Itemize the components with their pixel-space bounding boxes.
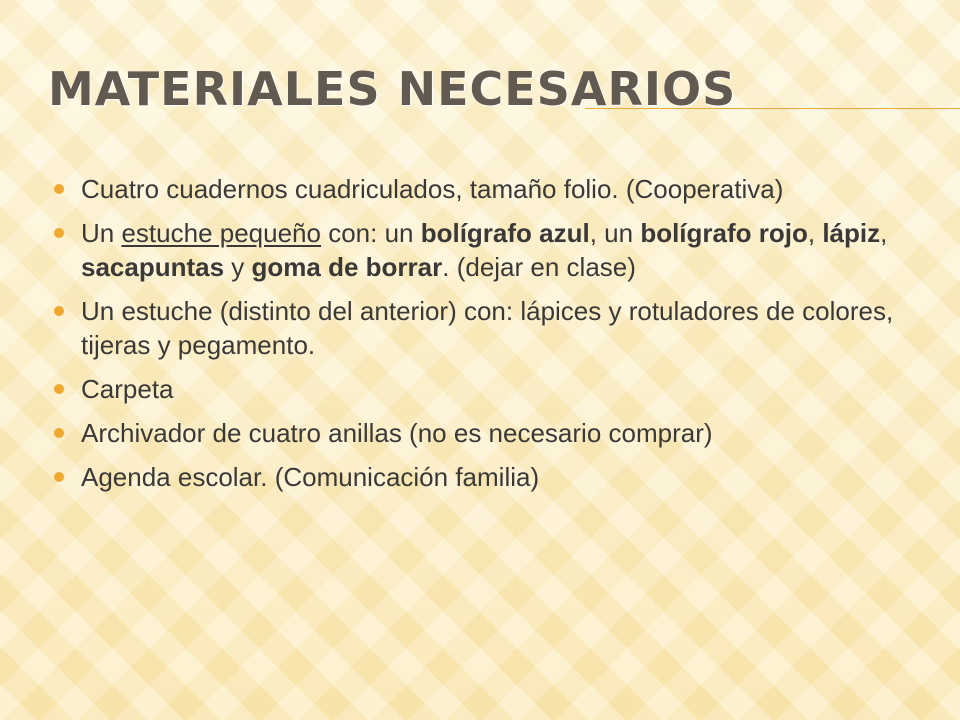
item-text: , bbox=[880, 218, 888, 248]
bold-text: bolígrafo rojo bbox=[640, 218, 808, 248]
slide-content bbox=[50, 172, 940, 504]
item-text: , bbox=[807, 218, 823, 248]
bullet-dot-icon bbox=[54, 184, 64, 194]
bullet-dot-icon bbox=[54, 472, 64, 482]
list-item bbox=[50, 216, 940, 284]
item-text: . (dejar en clase) bbox=[442, 252, 636, 282]
list-item bbox=[50, 460, 940, 494]
title-underline-rule bbox=[585, 108, 960, 109]
bullet-dot-icon bbox=[54, 306, 64, 316]
item-text: , un bbox=[589, 218, 641, 248]
item-text: y bbox=[224, 252, 252, 282]
list-item bbox=[50, 172, 940, 206]
list-item bbox=[50, 372, 940, 406]
item-text: Archivador de cuatro anillas (no es necesario comprar) bbox=[81, 418, 713, 448]
bold-text: bolígrafo azul bbox=[420, 218, 590, 248]
bold-text: sacapuntas bbox=[81, 252, 225, 282]
list-item bbox=[50, 294, 940, 362]
item-text: Un bbox=[81, 218, 122, 248]
item-text: con: un bbox=[320, 218, 421, 248]
bullet-dot-icon bbox=[54, 228, 64, 238]
item-text: Carpeta bbox=[81, 374, 174, 404]
underlined-text: estuche pequeño bbox=[121, 218, 321, 248]
item-text: Cuatro cuadernos cuadriculados, tamaño folio. (Cooperativa) bbox=[81, 174, 784, 204]
bullet-list bbox=[50, 172, 940, 494]
item-text: Agenda escolar. (Comunicación familia) bbox=[81, 462, 540, 492]
bold-text: lápiz bbox=[822, 218, 881, 248]
list-item bbox=[50, 416, 940, 450]
item-text: Un estuche (distinto del anterior) con: lápices y rotuladores de colores, tijeras y pegamento. bbox=[81, 296, 894, 360]
bold-text: goma de borrar bbox=[251, 252, 443, 282]
bullet-dot-icon bbox=[54, 428, 64, 438]
bullet-dot-icon bbox=[54, 384, 64, 394]
slide-title: MATERIALES NECESARIOS bbox=[48, 62, 737, 116]
